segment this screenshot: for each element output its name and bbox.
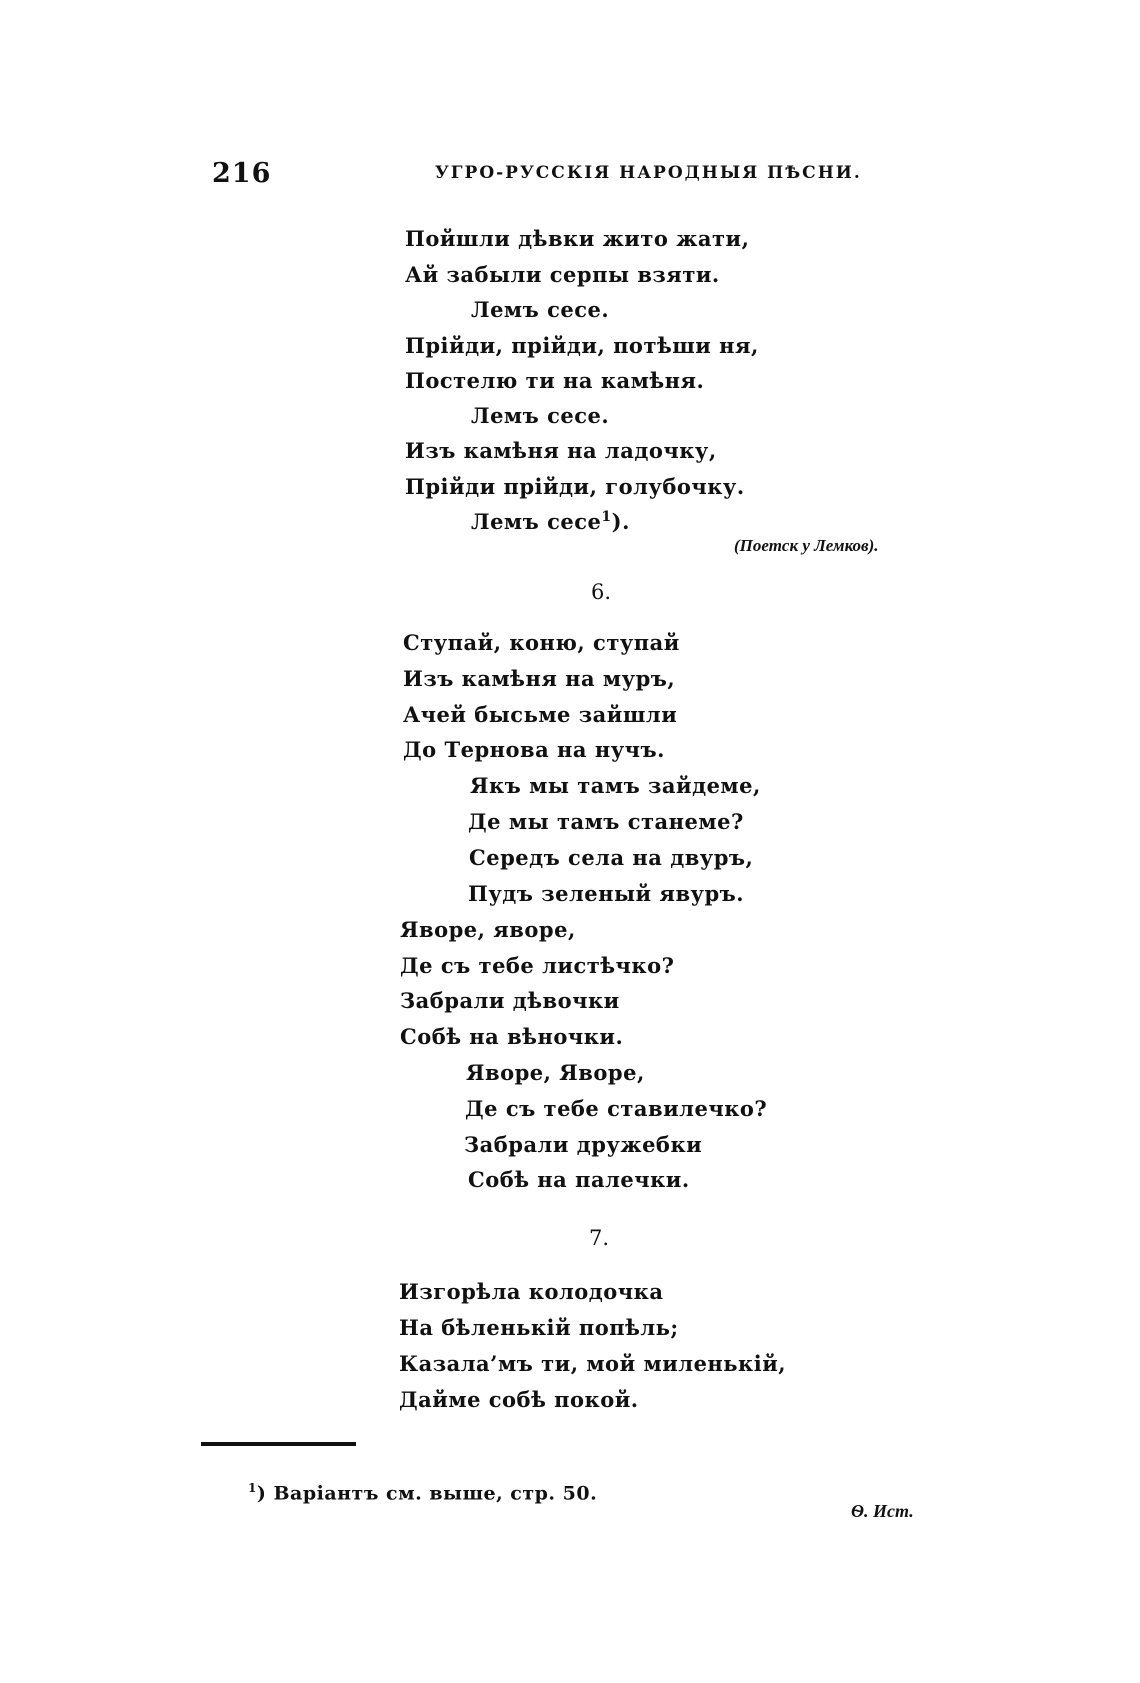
song7-line-1: Изгорѣла колодочка — [399, 1279, 664, 1304]
song6-line-7: Середъ села на двуръ, — [469, 845, 754, 870]
song5-closing: ). — [611, 509, 630, 534]
song6-number: 6. — [591, 580, 612, 604]
page-number: 216 — [212, 158, 272, 189]
footnote-mark: 1 — [248, 1481, 257, 1495]
song7-line-3: Казала’мъ ти, мой миленькій, — [399, 1351, 787, 1376]
song5-line-3: Прійди, прійди, потѣши ня, — [405, 333, 759, 358]
song7-number: 7. — [589, 1226, 610, 1250]
footnote-rule — [201, 1442, 356, 1446]
song6-line-9: Яворе, яворе, — [400, 917, 576, 942]
song6-line-3: Ачей бысьме зайшли — [403, 702, 678, 727]
song6-line-10: Де съ тебе листѣчко? — [400, 953, 675, 978]
song5-refrain-1: Лемъ сесе. — [471, 297, 610, 322]
footnote — [248, 1481, 597, 1504]
song6-line-1: Ступай, коню, ступай — [403, 630, 680, 655]
song7-line-2: На бѣленькій попѣль; — [399, 1315, 679, 1340]
song5-line-6: Прійди прійди, голубочку. — [405, 474, 745, 499]
song5-refrain-2: Лемъ сесе. — [471, 403, 610, 428]
song5-line-2: Ай забыли серпы взяти. — [405, 262, 720, 287]
song6-line-4: До Тернова на нучъ. — [403, 737, 665, 762]
song6-line-8: Пудъ зеленый явуръ. — [468, 881, 745, 906]
song5-refrain-3-text: Лемъ сесе — [471, 509, 602, 534]
song6-line-14: Де съ тебе ставилечко? — [465, 1096, 768, 1121]
song6-line-2: Изъ камѣня на муръ, — [403, 666, 676, 691]
song6-line-16: Собѣ на палечки. — [468, 1167, 690, 1192]
song5-line-5: Изъ камѣня на ладочку, — [405, 438, 717, 463]
song5-line-4: Постелю ти на камѣня. — [405, 368, 705, 393]
song6-line-15: Забрали дружебки — [464, 1132, 703, 1157]
song5-line-1: Пойшли дѣвки жито жати, — [405, 226, 750, 251]
song6-line-13: Яворе, Яворе, — [466, 1060, 645, 1085]
song6-line-12: Собѣ на вѣночки. — [400, 1024, 624, 1049]
song5-refrain-3 — [471, 509, 630, 534]
footnote-ref: 1 — [601, 509, 612, 525]
running-title: УГРО-РУССКІЯ НАРОДНЫЯ ПѢСНИ. — [435, 163, 862, 183]
song6-line-5: Якъ мы тамъ зайдеме, — [470, 773, 761, 798]
song6-line-6: Де мы тамъ станеме? — [468, 809, 744, 834]
song7-line-4: Дайме собѣ покой. — [399, 1387, 639, 1412]
footnote-text: ) Варіантъ см. выше, стр. 50. — [256, 1482, 598, 1505]
song6-line-11: Забрали дѣвочки — [400, 988, 620, 1013]
song5-source: (Поетск у Лемков). — [734, 536, 879, 555]
signature: Ѳ. Ист. — [851, 1501, 914, 1521]
